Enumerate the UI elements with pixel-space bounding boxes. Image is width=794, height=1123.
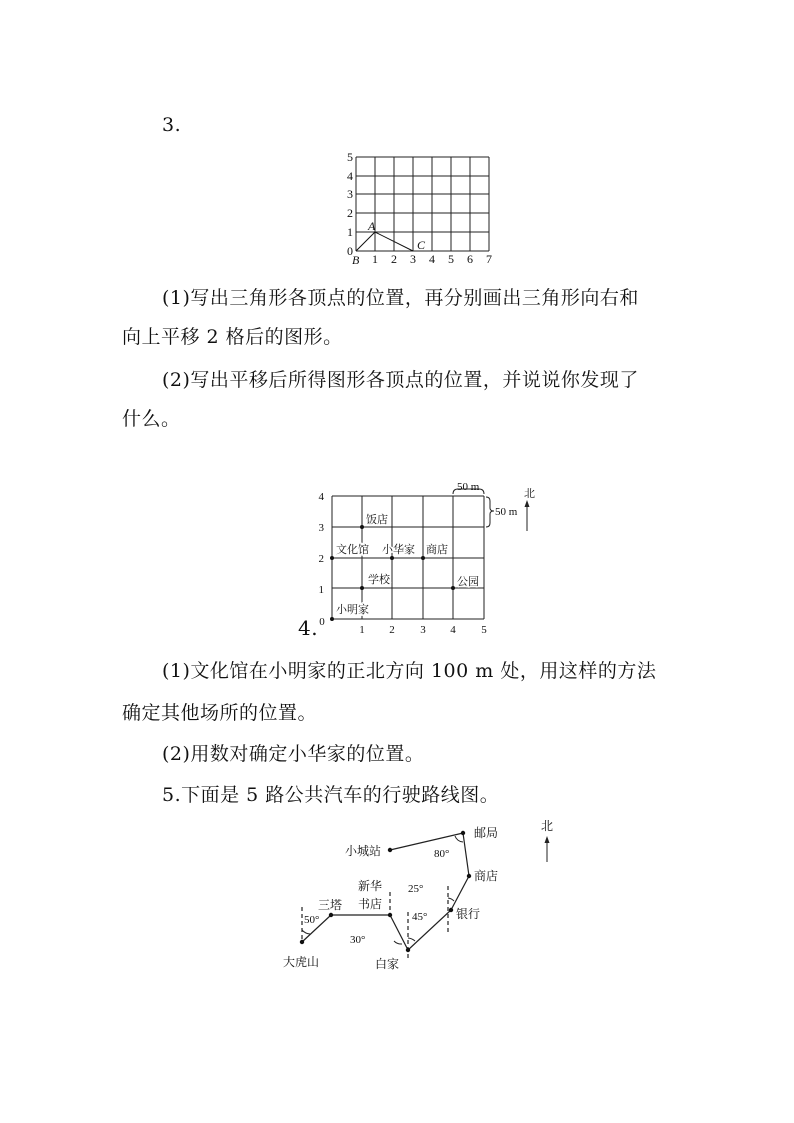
q4-scale-v-label: 50 m [495, 506, 518, 518]
q4-dot-shangdian [421, 556, 425, 560]
q4-part1-line1: (1)文化馆在小明家的正北方向 100 m 处，用这样的方法 [162, 660, 657, 682]
q5-route-line [302, 833, 469, 950]
q5-label-santa: 三塔 [318, 898, 343, 912]
q5-stop-xinhua [388, 913, 392, 917]
q5-angle-80: 80° [434, 848, 450, 860]
q5-stop-santa [329, 913, 333, 917]
q3-y-tick: 0 [347, 244, 353, 258]
q3-y-tick: 1 [347, 225, 353, 239]
q5-stop-xiaochengzhan [388, 848, 392, 852]
q4-grid-lines [332, 496, 484, 619]
q5-label-xinhua-1: 新华 [358, 879, 383, 893]
q3-part2-line1: (2)写出平移后所得图形各顶点的位置，并说说你发现了 [162, 369, 639, 391]
q3-x-tick: 3 [410, 252, 416, 266]
q3-part1-line1: (1)写出三角形各顶点的位置，再分别画出三角形向右和 [162, 287, 639, 309]
q3-y-tick: 5 [347, 150, 353, 164]
q5-angle-arcs [302, 836, 463, 944]
q4-origin-label: 0 [319, 616, 325, 628]
q3-x-tick: 7 [486, 252, 492, 266]
q4-y-tick: 4 [318, 491, 324, 503]
q5-angle-45: 45° [412, 911, 428, 923]
q4-label-shangdian: 商店 [426, 544, 448, 556]
q5-label-dahushan: 大虎山 [283, 955, 320, 969]
q3-x-tick: 5 [448, 252, 454, 266]
q4-y-tick: 2 [318, 553, 324, 565]
q5-label-xiaochengzhan: 小城站 [345, 844, 382, 858]
q3-triangle [356, 232, 413, 251]
q5-stop-youju [461, 831, 465, 835]
q5-reference-lines [302, 886, 448, 960]
q3-x-tick: 2 [391, 252, 397, 266]
q3-origin-label: B [352, 253, 360, 267]
q3-y-tick: 2 [347, 206, 353, 220]
q4-label-xiaomingjia: 小明家 [336, 604, 369, 616]
q4-scale-bracket-vertical [486, 497, 494, 527]
q4-x-tick: 3 [420, 624, 426, 636]
q4-label-xuexiao: 学校 [368, 574, 390, 586]
q4-x-tick: 5 [481, 624, 487, 636]
q4-part1-line2: 确定其他场所的位置。 [122, 702, 318, 724]
q5-stop-yinhang [449, 908, 453, 912]
q5-north-label: 北 [541, 819, 554, 833]
q4-part2: (2)用数对确定小华家的位置。 [162, 743, 425, 765]
q5-stop-shangdian [467, 874, 471, 878]
q3-part1-line2: 向上平移 2 格后的图形。 [122, 326, 343, 348]
q3-x-tick: 1 [372, 252, 378, 266]
q4-north-arrow-head [525, 500, 530, 507]
q5-angle-30: 30° [350, 934, 366, 946]
q5-stop-baijia [406, 948, 410, 952]
q4-x-tick: 4 [450, 624, 456, 636]
q4-y-tick: 3 [318, 522, 324, 534]
q5-stop-dahushan [300, 940, 304, 944]
q5-label-shangdian: 商店 [474, 869, 499, 883]
q5-heading: 5.下面是 5 路公共汽车的行驶路线图。 [162, 784, 500, 806]
q5-label-yinhang: 银行 [456, 907, 481, 921]
q3-y-tick: 4 [347, 169, 353, 183]
q4-label-gongyuan: 公园 [457, 576, 479, 588]
q5-north-arrow-head [545, 836, 550, 843]
q4-north-label: 北 [524, 488, 535, 500]
q4-dot-fandian [360, 525, 364, 529]
q3-y-tick: 3 [347, 187, 353, 201]
q4-label-xiaohuajia: 小华家 [382, 544, 415, 556]
q5-label-xinhua-2: 书店 [358, 897, 383, 911]
q5-label-youju: 邮局 [474, 826, 499, 840]
q5-angle-25: 25° [408, 883, 424, 895]
q3-x-tick: 4 [429, 252, 435, 266]
q3-number: 3. [162, 114, 182, 136]
q4-dot-xiaomingjia [330, 617, 334, 621]
q3-part2-line2: 什么。 [122, 408, 181, 430]
q4-scale-h-label: 50 m [457, 481, 480, 493]
q4-x-tick: 1 [359, 624, 365, 636]
q4-scale-bracket-horizontal [453, 489, 484, 494]
q4-label-fandian: 饭店 [366, 514, 388, 526]
q3-grid-lines [356, 157, 489, 251]
q4-number: 4. [298, 616, 319, 640]
q4-y-tick: 1 [318, 584, 324, 596]
q5-label-baijia: 白家 [375, 957, 400, 971]
q5-angle-50: 50° [304, 914, 320, 926]
q3-point-a-label: A [368, 219, 376, 233]
q3-x-tick: 6 [467, 252, 473, 266]
q4-dot-xuexiao [360, 586, 364, 590]
q4-dot-gongyuan [451, 586, 455, 590]
q3-point-c-label: C [417, 238, 426, 252]
q4-label-wenhuaguan: 文化馆 [336, 544, 369, 556]
q4-dot-wenhuaguan [330, 556, 334, 560]
q4-dot-xiaohuajia [390, 556, 394, 560]
q4-x-tick: 2 [389, 624, 395, 636]
